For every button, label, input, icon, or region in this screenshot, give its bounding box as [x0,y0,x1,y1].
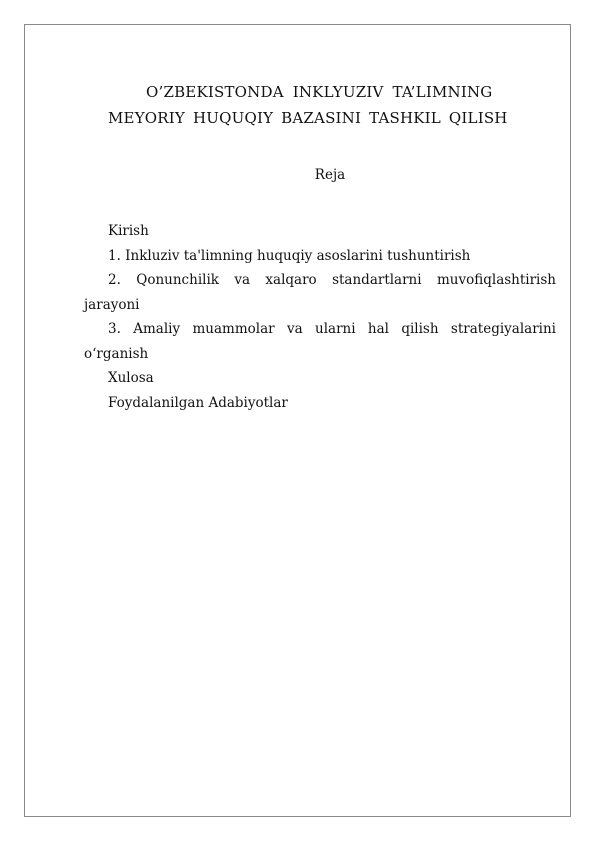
toc-item-2-line-2: jarayoni [84,296,140,313]
toc-item-3-line-2: o‘rganish [84,345,149,362]
document-title-line-1: O’ZBEKISTONDA INKLYUZIV TA’LIMNING [146,83,493,101]
table-of-contents [84,219,556,415]
toc-item-3-line-1: 3. Amaliy muammolar va ularni hal qilish strategiyalarini [108,321,556,337]
toc-item-2 [84,268,556,317]
toc-item-1: 1. Inkluziv ta'limning huquqiy asoslarini tushuntirish [108,247,471,264]
toc-item-references: Foydalanilgan Adabiyotlar [108,394,288,411]
toc-item-conclusion: Xulosa [108,370,154,386]
plan-heading: Reja [314,167,346,183]
document-title-line-2: MEYORIY HUQUQIY BAZASINI TASHKIL QILISH [108,109,508,127]
toc-item-3 [84,317,556,366]
page-border [24,24,571,817]
toc-item-2-line-1: 2. Qonunchilik va xalqaro standartlarni muvofiqlashtirish [108,272,556,288]
toc-item-introduction: Kirish [108,223,149,239]
